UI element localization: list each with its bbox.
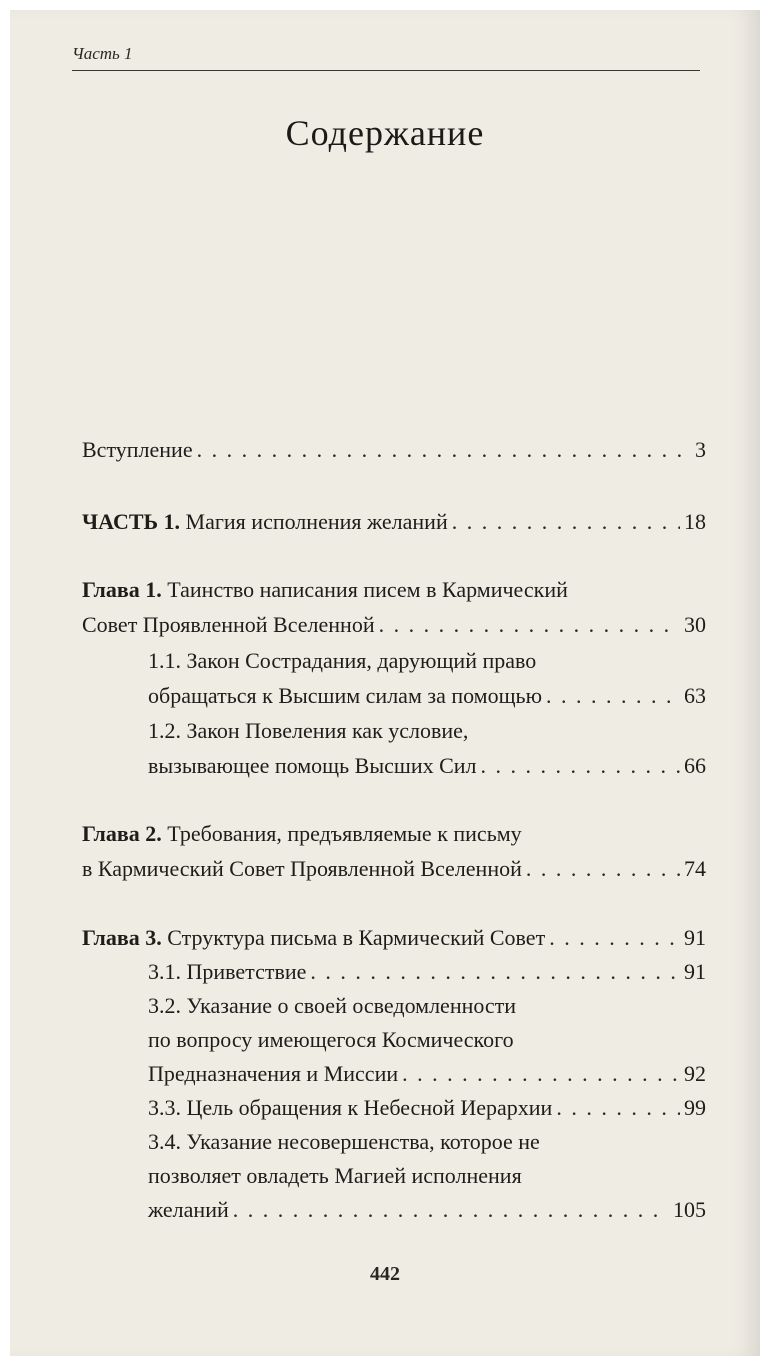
header-rule — [72, 70, 700, 71]
leader-dots — [549, 920, 680, 955]
toc-entry-title: Таинство написания писем в Кармический — [167, 577, 568, 602]
toc-entry-s3-4-line1[interactable]: 3.4. Указание несовершенства, которое не — [148, 1129, 540, 1154]
toc-entry-title: Магия исполнения желаний — [185, 509, 448, 534]
toc-entry-text: Совет Проявленной Вселенной — [82, 612, 375, 637]
toc-entry-s1-2[interactable] — [148, 748, 706, 783]
toc-entry-label: Глава 3. — [82, 925, 162, 950]
leader-dots — [379, 607, 680, 642]
toc-entry-s3-3[interactable] — [148, 1090, 706, 1125]
toc-page-number: 91 — [684, 959, 706, 984]
toc-page-number: 105 — [673, 1197, 706, 1222]
toc-page-number: 91 — [684, 925, 706, 950]
toc-page-number: 74 — [684, 856, 706, 881]
leader-dots — [481, 748, 680, 783]
toc-entry-s3-2[interactable] — [148, 1056, 706, 1091]
toc-entry-part1[interactable] — [82, 504, 706, 539]
toc-entry-text: 3.1. Приветствие — [148, 959, 307, 984]
toc-entry-text: вызывающее помощь Высших Сил — [148, 753, 477, 778]
leader-dots — [197, 432, 691, 467]
leader-dots — [452, 504, 680, 539]
toc-entry-label: Глава 1. — [82, 577, 162, 602]
toc-page-number: 3 — [695, 437, 706, 462]
toc-entry-title: Структура письма в Кармический Совет — [167, 925, 546, 950]
toc-entry-text: Предназначения и Миссии — [148, 1061, 399, 1086]
toc-entry-ch2-line1[interactable] — [82, 816, 522, 851]
toc-entry-s3-1[interactable] — [148, 954, 706, 989]
toc-page-number: 66 — [684, 753, 706, 778]
toc-entry-s3-4[interactable] — [148, 1192, 706, 1227]
toc-entry-s3-2-line1[interactable]: 3.2. Указание о своей осведомленности — [148, 993, 517, 1018]
toc-entry-intro[interactable] — [82, 432, 706, 467]
toc-page-number: 92 — [684, 1061, 706, 1086]
toc-entry-s1-1[interactable] — [148, 678, 706, 713]
leader-dots — [526, 851, 680, 886]
toc-entry-text — [82, 920, 545, 955]
toc-page-number: 30 — [684, 612, 706, 637]
toc-entry-s3-2-line2[interactable]: по вопросу имеющегося Космического — [148, 1027, 514, 1052]
leader-dots — [546, 678, 680, 713]
leader-dots — [556, 1090, 680, 1125]
toc-entry-ch1[interactable] — [82, 607, 706, 642]
leader-dots — [310, 954, 680, 989]
toc-entry-s1-1-line1[interactable]: 1.1. Закон Сострадания, дарующий право — [148, 648, 537, 673]
toc-entry-s3-4-line2[interactable]: позволяет овладеть Магией исполнения — [148, 1163, 522, 1188]
toc-entry-text: желаний — [148, 1197, 229, 1222]
toc-entry-s1-2-line1[interactable]: 1.2. Закон Повеления как условие, — [148, 718, 469, 743]
toc-entry-text — [82, 504, 448, 539]
toc-page-number: 18 — [684, 509, 706, 534]
page-number: 442 — [370, 1263, 400, 1285]
toc-entry-text: Вступление — [82, 437, 193, 462]
toc-page-number: 99 — [684, 1095, 706, 1120]
toc-entry-title: Требования, предъявляемые к письму — [167, 821, 522, 846]
leader-dots — [233, 1192, 669, 1227]
toc-entry-text: 3.3. Цель обращения к Небесной Иерархии — [148, 1095, 553, 1120]
toc-entry-ch3[interactable] — [82, 920, 706, 955]
toc-entry-label: ЧАСТЬ 1. — [82, 509, 181, 534]
toc-entry-text: обращаться к Высшим силам за помощью — [148, 683, 543, 708]
leader-dots — [402, 1056, 680, 1091]
toc-page-number: 63 — [684, 683, 706, 708]
toc-entry-text: в Кармический Совет Проявленной Вселенной — [82, 856, 522, 881]
toc-entry-ch2[interactable] — [82, 851, 706, 886]
toc-entry-ch1-line1[interactable] — [82, 572, 568, 607]
toc-entry-label: Глава 2. — [82, 821, 162, 846]
running-head: Часть 1 — [72, 44, 133, 63]
page-title: Содержание — [285, 113, 485, 153]
